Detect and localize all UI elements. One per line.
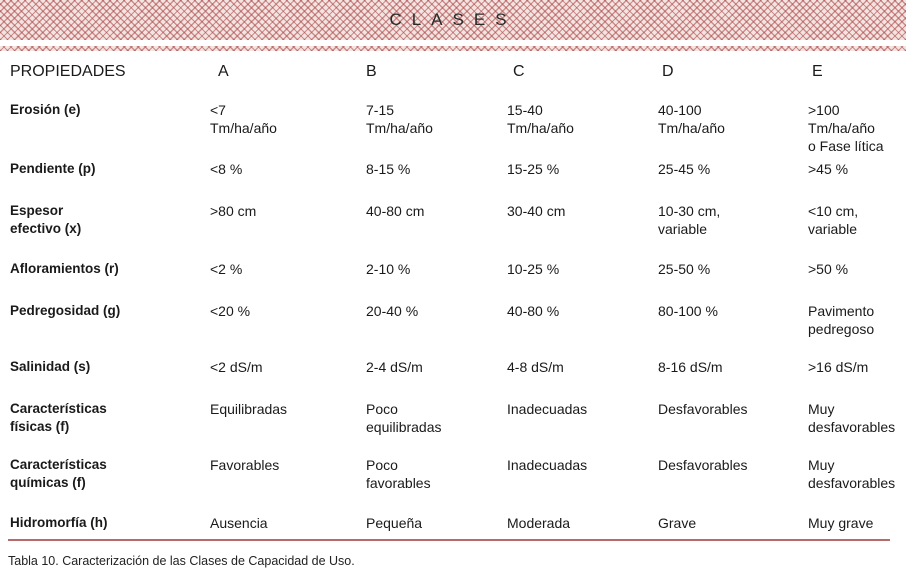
cell-erosion-d: 40-100 Tm/ha/año — [658, 102, 725, 136]
cell-espesor-e: <10 cm, variable — [808, 203, 859, 237]
cell-pendiente-c: 15-25 % — [507, 161, 560, 177]
cell-pedregosidad-b: 20-40 % — [366, 303, 419, 319]
cell-pendiente-d: 25-45 % — [658, 161, 711, 177]
cell-pedregosidad-e: Pavimento pedregoso — [808, 303, 875, 337]
cell-salinidad-d: 8-16 dS/m — [658, 359, 723, 375]
cell-afloramientos-d: 25-50 % — [658, 261, 711, 277]
property-name-salinidad: Salinidad (s) — [10, 359, 91, 374]
cell-caracteristicas-quimicas-b: Poco favorables — [366, 457, 431, 491]
cell-pendiente-a: <8 % — [210, 161, 243, 177]
cell-pendiente-b: 8-15 % — [366, 161, 411, 177]
cell-erosion-b: 7-15 Tm/ha/año — [366, 102, 433, 136]
property-name-caracteristicas-quimicas: Características químicas (f) — [10, 457, 107, 490]
property-name-pedregosidad: Pedregosidad (g) — [10, 303, 121, 318]
cell-salinidad-a: <2 dS/m — [210, 359, 263, 375]
cell-pedregosidad-c: 40-80 % — [507, 303, 560, 319]
cell-caracteristicas-fisicas-a: Equilibradas — [210, 401, 288, 417]
property-name-espesor: Espesor efectivo (x) — [10, 203, 82, 236]
property-name-hidromorfia: Hidromorfía (h) — [10, 515, 108, 530]
cell-caracteristicas-fisicas-b: Poco equilibradas — [366, 401, 442, 435]
cell-erosion-e: >100 Tm/ha/año o Fase lítica — [808, 102, 884, 154]
cell-hidromorfia-d: Grave — [658, 515, 697, 531]
cell-hidromorfia-c: Moderada — [507, 515, 571, 531]
class-header-e: E — [812, 63, 823, 80]
cell-hidromorfia-b: Pequeña — [366, 515, 423, 531]
cell-espesor-c: 30-40 cm — [507, 203, 566, 219]
cell-caracteristicas-quimicas-e: Muy desfavorables — [808, 457, 896, 491]
property-name-afloramientos: Afloramientos (r) — [10, 261, 119, 276]
cell-salinidad-c: 4-8 dS/m — [507, 359, 564, 375]
table-bottom-rule — [8, 539, 890, 541]
cell-salinidad-b: 2-4 dS/m — [366, 359, 423, 375]
cell-caracteristicas-fisicas-e: Muy desfavorables — [808, 401, 896, 435]
cell-caracteristicas-fisicas-d: Desfavorables — [658, 401, 748, 417]
cell-erosion-a: <7 Tm/ha/año — [210, 102, 277, 136]
cell-pedregosidad-d: 80-100 % — [658, 303, 718, 319]
cell-afloramientos-c: 10-25 % — [507, 261, 560, 277]
cell-erosion-c: 15-40 Tm/ha/año — [507, 102, 574, 136]
cell-afloramientos-a: <2 % — [210, 261, 243, 277]
class-header-b: B — [366, 63, 377, 80]
header-divider — [0, 46, 906, 51]
cell-caracteristicas-quimicas-c: Inadecuadas — [507, 457, 588, 473]
cell-hidromorfia-e: Muy grave — [808, 515, 874, 531]
cell-hidromorfia-a: Ausencia — [210, 515, 268, 531]
cell-afloramientos-b: 2-10 % — [366, 261, 411, 277]
cell-caracteristicas-fisicas-c: Inadecuadas — [507, 401, 588, 417]
properties-header: PROPIEDADES — [10, 63, 126, 80]
cell-espesor-b: 40-80 cm — [366, 203, 425, 219]
table-caption: Tabla 10. Caracterización de las Clases de Capacidad de Uso. — [8, 554, 355, 568]
cell-pedregosidad-a: <20 % — [210, 303, 251, 319]
cell-caracteristicas-quimicas-a: Favorables — [210, 457, 280, 473]
cell-salinidad-e: >16 dS/m — [808, 359, 869, 375]
property-name-erosion: Erosión (e) — [10, 102, 81, 117]
clases-title: CLASES — [389, 10, 517, 29]
cell-caracteristicas-quimicas-d: Desfavorables — [658, 457, 748, 473]
cell-espesor-d: 10-30 cm, variable — [658, 203, 721, 237]
property-name-pendiente: Pendiente (p) — [10, 161, 96, 176]
cell-espesor-a: >80 cm — [210, 203, 257, 219]
cell-afloramientos-e: >50 % — [808, 261, 849, 277]
class-header-a: A — [218, 63, 229, 80]
class-header-c: C — [513, 63, 525, 80]
property-name-caracteristicas-fisicas: Características físicas (f) — [10, 401, 107, 434]
class-header-d: D — [662, 63, 674, 80]
cell-pendiente-e: >45 % — [808, 161, 849, 177]
